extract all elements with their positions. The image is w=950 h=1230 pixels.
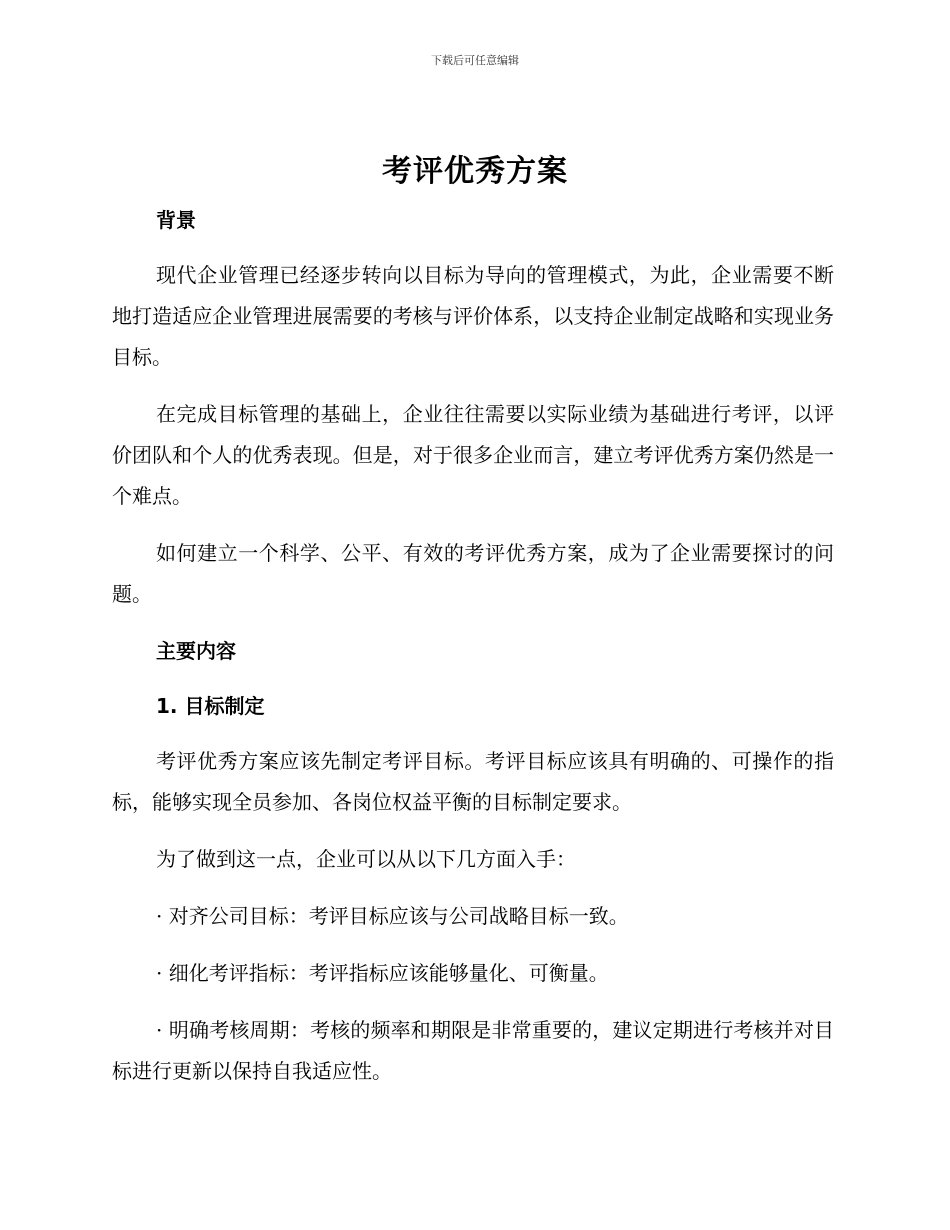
bullet-item-refine-metrics: · 细化考评指标：考评指标应该能够量化、可衡量。	[156, 961, 609, 985]
page-header: 下载后可任意编辑	[431, 54, 519, 67]
paragraph-background-2: 在完成目标管理的基础上，企业往往需要以实际业绩为基础进行考评，以评价团队和个人的优秀表现。但是，对于很多企业而言，建立考评优秀方案仍然是一个难点。	[112, 402, 834, 508]
paragraph-background-1: 现代企业管理已经逐步转向以目标为导向的管理模式，为此，企业需要不断地打造适应企业管理进展需要的考核与评价体系，以支持企业制定战略和实现业务目标。	[112, 263, 834, 369]
section-heading-background: 背景	[156, 208, 196, 232]
paragraph-background-3: 如何建立一个科学、公平、有效的考评优秀方案，成为了企业需要探讨的问题。	[112, 541, 834, 606]
section-heading-main-content: 主要内容	[156, 639, 236, 663]
subsection-heading-goal-setting: 1. 目标制定	[156, 694, 265, 718]
bullet-item-assessment-cycle: · 明确考核周期：考核的频率和期限是非常重要的，建议定期进行考核并对目标进行更新以保持自我适应性。	[112, 1018, 834, 1083]
paragraph-goal-2: 为了做到这一点，企业可以从以下几方面入手：	[156, 847, 576, 871]
document-title: 考评优秀方案	[382, 154, 568, 189]
document-body	[112, 200, 834, 1092]
paragraph-goal-1: 考评优秀方案应该先制定考评目标。考评目标应该具有明确的、可操作的指标，能够实现全员参加、各岗位权益平衡的目标制定要求。	[112, 749, 834, 814]
bullet-item-align-goals: · 对齐公司目标：考评目标应该与公司战略目标一致。	[156, 904, 629, 928]
